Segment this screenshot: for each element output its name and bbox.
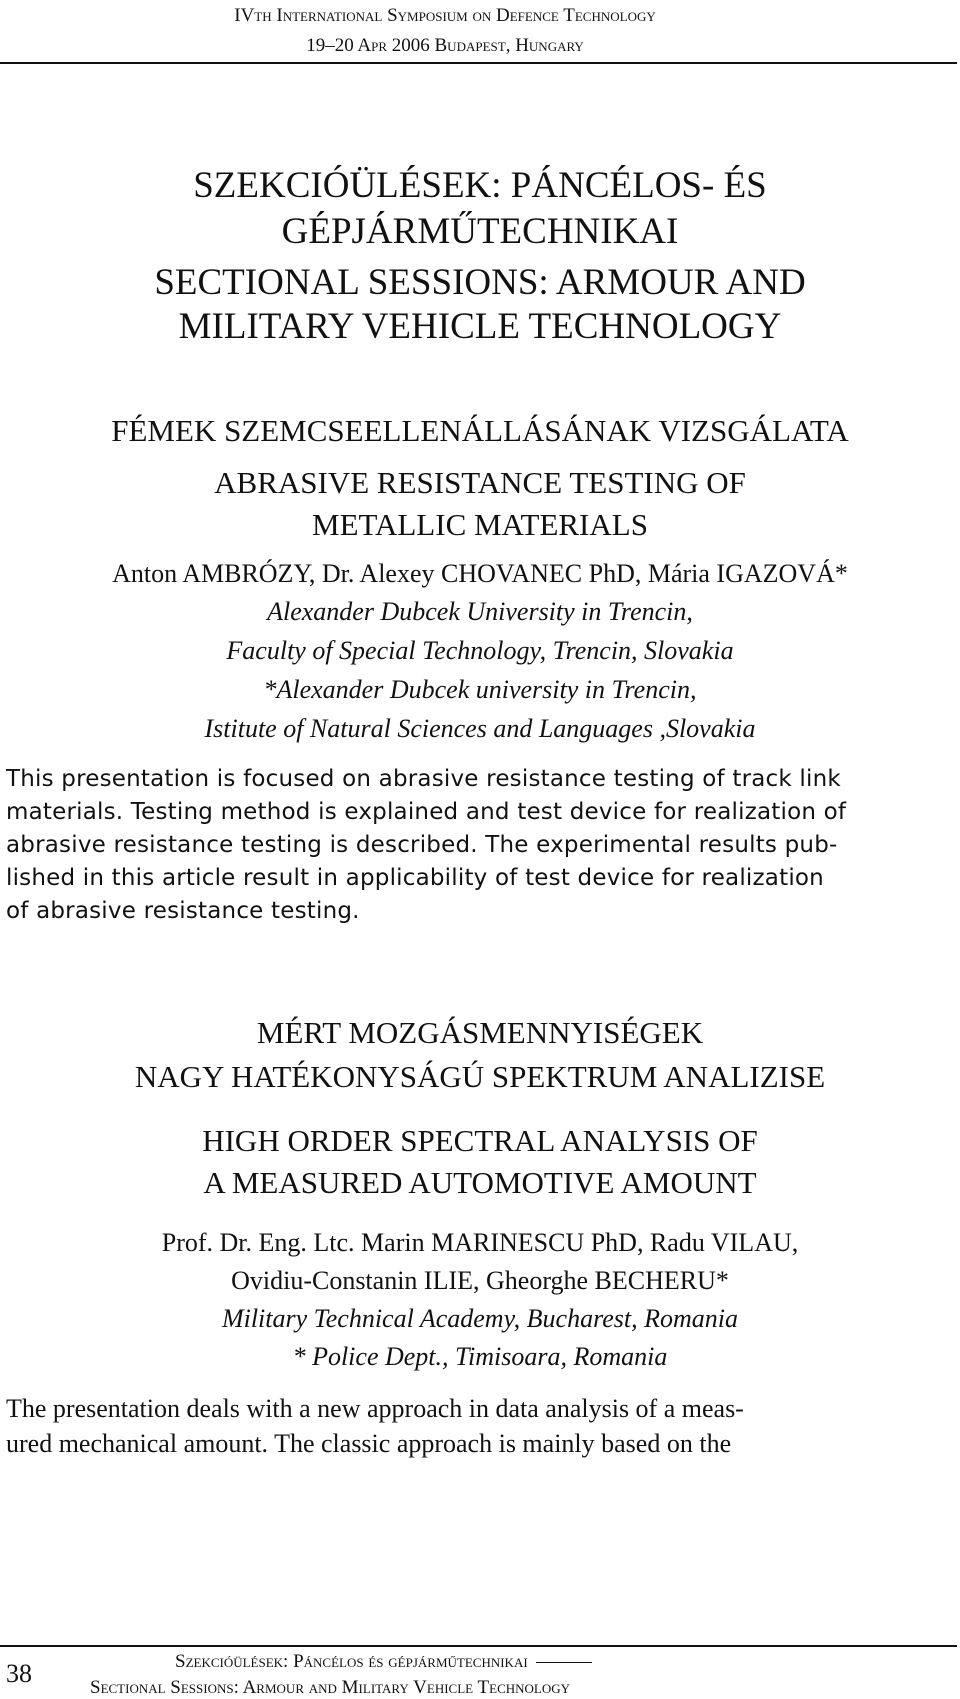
paper2-abstract [6, 1391, 954, 1461]
paper1-abstract [6, 763, 954, 928]
paper1-title-hu: FÉMEK SZEMCSEELLENÁLLÁSÁNAK VIZSGÁLATA [111, 413, 849, 448]
section-title-en-2: MILITARY VEHICLE TECHNOLOGY [178, 306, 782, 347]
paper1-affiliation-2: Faculty of Special Technology, Trencin, Slovakia [226, 636, 734, 665]
paper2-title-en-1: HIGH ORDER SPECTRAL ANALYSIS OF [202, 1123, 758, 1158]
paper2-affiliation-2: * Police Dept., Timisoara, Romania [292, 1342, 668, 1371]
section-title-hu-1: SZEKCIÓÜLÉSEK: PÁNCÉLOS- ÉS [193, 165, 767, 206]
header-rule [0, 62, 957, 64]
paper2-authors-1: Prof. Dr. Eng. Ltc. Marin MARINESCU PhD, Radu VILAU, [161, 1228, 799, 1257]
section-title-en-1: SECTIONAL SESSIONS: ARMOUR AND [154, 262, 806, 303]
header-line-2: 19–20 Apr 2006 Budapest, Hungary [306, 35, 584, 56]
paper1-affiliation-3: *Alexander Dubcek university in Trencin, [263, 675, 697, 704]
paper1-title-en-1: ABRASIVE RESISTANCE TESTING OF [214, 465, 746, 500]
footer-line-1 [175, 1651, 592, 1673]
footer-line-2: Sectional Sessions: Armour and Military Vehicle Technology [90, 1677, 571, 1698]
abstract-line: materials. Testing method is explained and test device for realization of [6, 799, 847, 825]
paper2-title-hu-2: NAGY HATÉKONYSÁGÚ SPEKTRUM ANALIZISE [134, 1059, 826, 1094]
page-number: 38 [6, 1659, 32, 1688]
footer-line-1-text: Szekcióülések: Páncélos és gépjárműtechnikai [175, 1651, 528, 1672]
paper2-title-hu-1: MÉRT MOZGÁSMENNYISÉGEK [256, 1015, 704, 1050]
footer-rule [0, 1645, 957, 1647]
abstract-line: abrasive resistance testing is described. The experimental results pub- [6, 832, 838, 858]
paper2-affiliation-1: Military Technical Academy, Bucharest, Romania [221, 1304, 739, 1333]
abstract-line: The presentation deals with a new approach in data analysis of a meas- [6, 1394, 744, 1423]
paper1-affiliation-1: Alexander Dubcek University in Trencin, [267, 597, 693, 626]
abstract-line: ured mechanical amount. The classic approach is mainly based on the [6, 1429, 732, 1458]
running-header [0, 0, 960, 64]
abstract-line: of abrasive resistance testing. [6, 898, 360, 924]
header-line-1: IVth International Symposium on Defence Technology [234, 5, 656, 26]
section-title-hu-2: GÉPJÁRMŰTECHNIKAI [281, 211, 679, 252]
paper1-affiliation-4: Istitute of Natural Sciences and Languages ,Slovakia [204, 714, 756, 743]
running-footer [0, 1645, 960, 1698]
paper2-title-en-2: A MEASURED AUTOMOTIVE AMOUNT [203, 1165, 757, 1200]
abstract-line: This presentation is focused on abrasive resistance testing of track link [6, 766, 841, 792]
paper2-authors-2: Ovidiu-Constanin ILIE, Gheorghe BECHERU* [231, 1266, 729, 1295]
paper1-title-en-2: METALLIC MATERIALS [312, 507, 648, 542]
paper1-authors: Anton AMBRÓZY, Dr. Alexey CHOVANEC PhD, Mária IGAZOVÁ* [112, 559, 848, 588]
abstract-line: lished in this article result in applicability of test device for realization [6, 865, 824, 891]
footer-dash [536, 1662, 592, 1663]
